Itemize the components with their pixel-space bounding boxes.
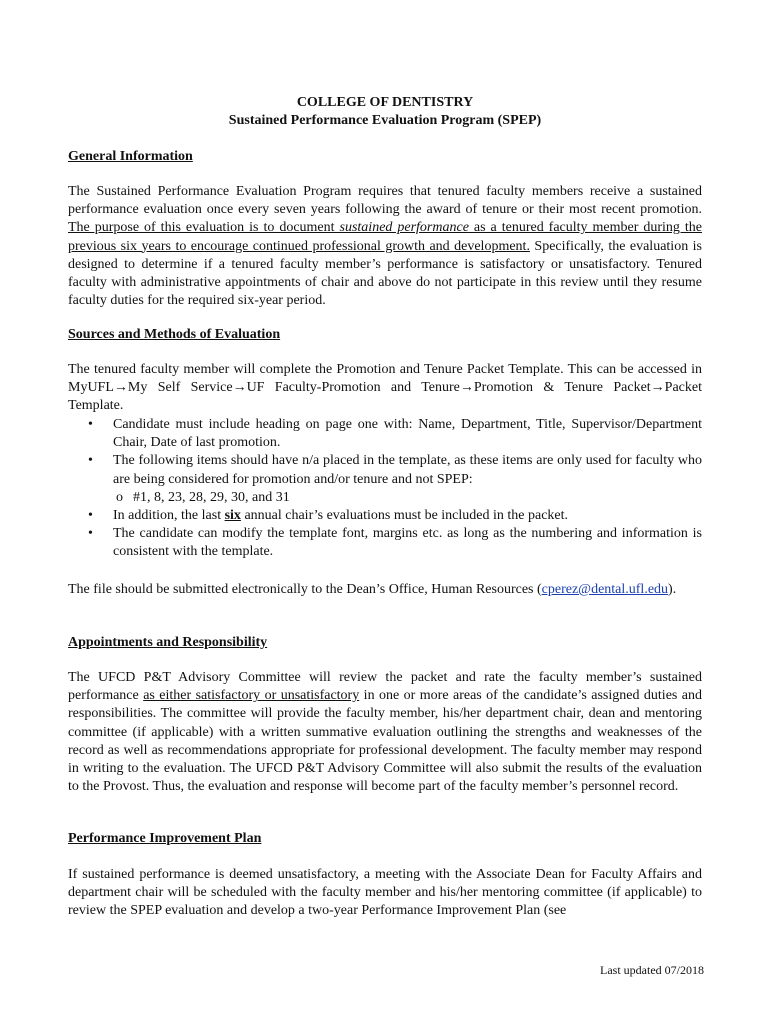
bullet-text-evaluations-c: annual chair’s evaluations must be included in the packet. (240, 508, 569, 524)
appointments-text-b: in one or more areas of the candidate’s assigned duties and responsibilities. The committee will provide the faculty member, his/her department chair, dean and mentoring committee (if applicable) with a written summative evaluation outlining the strengths and weaknesses of the record as well as recommendations appropriate for professional development. The faculty member may respond in writing to the evaluation. The UFCD P&T Advisory Committee will also submit the results of the evaluation to the Provost. Thus, the evaluation and response will become part of the faculty member’s personnel record. (68, 688, 703, 795)
general-text-b: Specifically, the evaluation is designed to determine if a tenured faculty member’s performance is satisfactory or unsatisfactory. Tenured faculty with administrative appointments of chair and above do not participate in this review until they resume faculty duties for the required six-year period. (68, 238, 702, 309)
sources-intro-paragraph: The tenured faculty member will complete the Promotion and Tenure Packet Template. This can be accessed in MyUFL→My Self Service→UF Faculty-Promotion and Tenure→Promotion & Tenure Packet→Packet Template. (68, 362, 702, 414)
sustained-performance-emphasis: sustained performance (339, 220, 469, 236)
sub-list (113, 489, 702, 507)
sub-list-item (113, 489, 702, 507)
last-updated-footer: Last updated 07/2018 (600, 963, 704, 977)
submission-paragraph (68, 581, 702, 599)
sub-bullet-text: #1, 8, 23, 28, 29, 30, and 31 (133, 489, 290, 505)
appointments-paragraph (68, 669, 702, 796)
list-item (68, 525, 702, 561)
sources-methods-heading: Sources and Methods of Evaluation (68, 327, 281, 342)
program-title: Sustained Performance Evaluation Program (SPEP) (228, 113, 542, 128)
list-item (68, 416, 702, 452)
purpose-text-1: The purpose of this evaluation is to document (68, 220, 340, 236)
improvement-plan-heading: Performance Improvement Plan (68, 831, 262, 846)
rating-underlined: as either satisfactory or unsatisfactory (143, 688, 360, 704)
appointments-heading: Appointments and Responsibility (68, 635, 268, 650)
general-information-heading: General Information (68, 149, 193, 164)
general-information-paragraph (68, 183, 702, 310)
bullet-text-template-format: The candidate can modify the template font, margins etc. as long as the numbering and information is consistent with the template. (113, 526, 702, 560)
general-text-a: The Sustained Performance Evaluation Program requires that tenured faculty members receive a sustained performance evaluation once every seven years following the award of tenure or their most recent promotion. (68, 184, 702, 218)
appointments-text-a: The UFCD P&T Advisory Committee will review the packet and rate the faculty member’s sustained performance (68, 670, 702, 704)
bullet-text-na-items: The following items should have n/a placed in the template, as these items are only used for faculty who are being considered for promotion and/or tenure and not SPEP: (113, 453, 702, 487)
six-emphasis: six (224, 508, 241, 524)
submission-end: ). (668, 582, 677, 597)
improvement-plan-paragraph: If sustained performance is deemed unsatisfactory, a meeting with the Associate Dean for Faculty Affairs and department chair will be scheduled with the faculty member and his/her mentoring committee (if applicable) to review the SPEP evaluation and develop a two-year Performance Improvement Plan (see (68, 867, 702, 919)
bullet-text-heading-requirements: Candidate must include heading on page one with: Name, Department, Title, Supervisor/Department Chair, Date of last promotion. (113, 417, 702, 451)
purpose-text-2: as a tenured faculty member during the previous six years to encourage continued professional growth and development. (68, 220, 702, 254)
bullet-text-evaluations-a: In addition, the last (113, 508, 225, 524)
sources-bullet-list (68, 416, 702, 562)
email-link[interactable]: cperez@dental.ufl.edu (541, 582, 669, 597)
list-item (68, 507, 702, 525)
list-item (68, 452, 702, 507)
submission-text: The file should be submitted electronically to the Dean’s Office, Human Resources ( (68, 582, 542, 597)
sub-bullet-marker: o (116, 489, 123, 505)
college-title: COLLEGE OF DENTISTRY (296, 95, 474, 110)
